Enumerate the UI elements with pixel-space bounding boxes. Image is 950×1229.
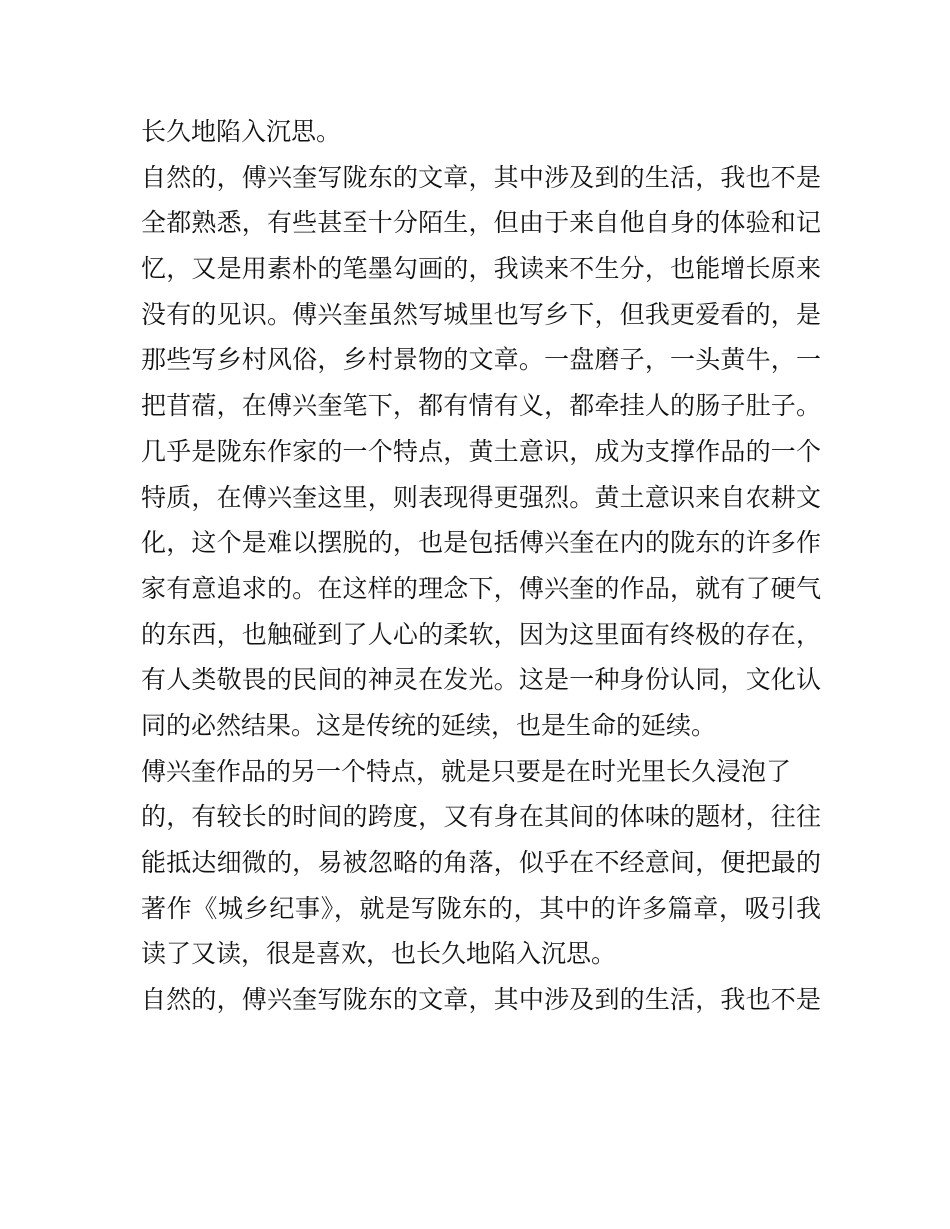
- document-body: [141, 109, 821, 1023]
- text-line: 长久地陷入沉思。: [141, 117, 342, 146]
- text-line: 化，这个是难以摆脱的，也是包括傅兴奎在内的陇东的许多作: [141, 528, 821, 558]
- text-line: 著作《城乡纪事》，就是写陇东的，其中的许多篇章，吸引我: [141, 893, 821, 923]
- text-line: 把苜蓿，在傅兴奎笔下，都有情有义，都牵挂人的肠子肚子。: [141, 391, 821, 421]
- text-line: 有人类敬畏的民间的神灵在发光。这是一种身份认同，文化认: [141, 665, 821, 695]
- text-line: 的，有较长的时间的跨度，又有身在其间的体味的题材，往往: [141, 802, 821, 832]
- text-line: 的东西，也触碰到了人心的柔软，因为这里面有终极的存在，: [141, 619, 821, 649]
- text-line: 自然的，傅兴奎写陇东的文章，其中涉及到的生活，我也不是: [141, 985, 821, 1015]
- text-line: 傅兴奎作品的另一个特点，就是只要是在时光里长久浸泡了: [141, 756, 792, 786]
- text-line: 自然的，傅兴奎写陇东的文章，其中涉及到的生活，我也不是: [141, 162, 821, 192]
- text-line: 特质，在傅兴奎这里，则表现得更强烈。黄土意识来自农耕文: [141, 482, 821, 512]
- text-line: 没有的见识。傅兴奎虽然写城里也写乡下，但我更爱看的，是: [141, 299, 821, 329]
- text-line: 能抵达细微的，易被忽略的角落，似乎在不经意间，便把最的: [141, 848, 821, 877]
- text-line: 那些写乡村风俗，乡村景物的文章。一盘磨子，一头黄牛，一: [141, 345, 821, 375]
- text-line: 几乎是陇东作家的一个特点，黄土意识，成为支撑作品的一个: [141, 436, 821, 466]
- text-line: 全都熟悉，有些甚至十分陌生，但由于来自他自身的体验和记: [141, 208, 821, 238]
- text-line: 家有意追求的。在这样的理念下，傅兴奎的作品，就有了硬气: [141, 573, 821, 603]
- text-line: 读了又读，很是喜欢，也长久地陷入沉思。: [141, 939, 617, 969]
- text-line: 同的必然结果。这是传统的延续，也是生命的延续。: [141, 710, 717, 740]
- text-line: 忆，又是用素朴的笔墨勾画的，我读来不生分，也能增长原来: [141, 254, 821, 284]
